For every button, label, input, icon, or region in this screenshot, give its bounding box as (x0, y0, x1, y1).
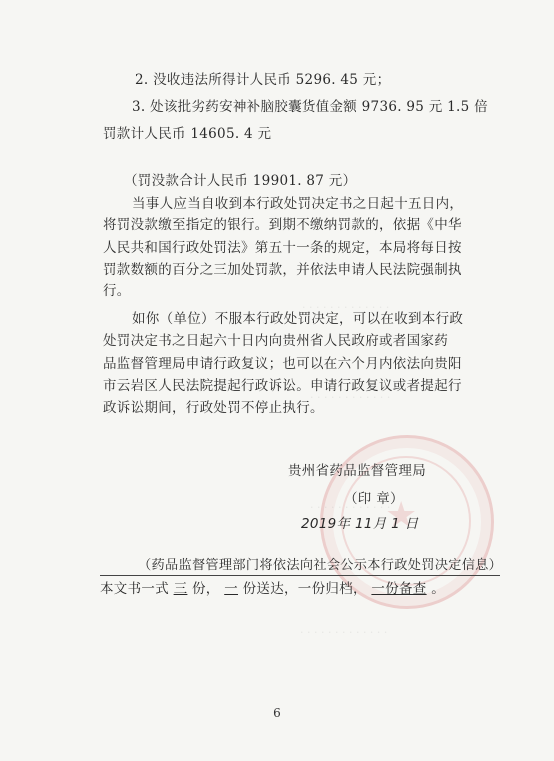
payment-paragraph-line-4: 罚款数额的百分之三加处罚款，并依法申请人民法院强制执 (103, 262, 462, 278)
show-through-text: · · · · · · · · · · · · (310, 501, 391, 514)
seal-note: （印 章） (344, 491, 404, 507)
decision-date: 2019年 11月 1 日 (301, 516, 419, 532)
copy-notice-ending: 。 (431, 581, 446, 597)
show-through-text: · · · · · · · · · · · · · (302, 301, 390, 314)
appeal-paragraph-line-2: 处罚决定书之日起六十日内向贵州省人民政府或者国家药 (103, 333, 448, 349)
served-suffix: 份送达，一份归档， (242, 581, 367, 597)
served-count: 一 (224, 581, 239, 597)
disclosure-notice: （药品监督管理部门将依法向社会公示本行政处罚决定信息） (138, 558, 503, 573)
total-penalty: （罚没款合计人民币 19901. 87 元） (124, 173, 357, 189)
show-through-text: · · · · · · · · · · · · (310, 391, 391, 404)
backup-copy: 一份备查 (371, 581, 427, 597)
show-through-text: · · · · · · · · · · · · · (300, 626, 388, 639)
copy-notice (100, 580, 445, 598)
penalty-item-3-line-2: 罚款计人民币 14605. 4 元 (103, 126, 272, 142)
appeal-paragraph-line-3: 品监督管理局申请行政复议；也可以在六个月内依法向贵阳 (103, 356, 462, 372)
issuing-authority: 贵州省药品监督管理局 (288, 463, 426, 479)
payment-paragraph-line-3: 人民共和国行政处罚法》第五十一条的规定，本局将每日按 (103, 240, 462, 256)
page-number: 6 (273, 706, 281, 720)
penalty-item-2: 2. 没收违法所得计人民币 5296. 45 元； (135, 72, 391, 88)
penalty-item-3-line-1: 3. 处该批劣药安神补脑胶囊货值金额 9736. 95 元 1.5 倍 (132, 99, 488, 115)
appeal-paragraph-line-5: 政诉讼期间，行政处罚不停止执行。 (103, 400, 324, 416)
appeal-paragraph-line-4: 市云岩区人民法院提起行政诉讼。申请行政复议或者提起行 (103, 378, 462, 394)
payment-paragraph-line-2: 将罚没款缴至指定的银行。到期不缴纳罚款的，依据《中华 (103, 217, 462, 233)
appeal-paragraph-line-1: 如你（单位）不服本行政处罚决定，可以在收到本行政 (132, 311, 464, 327)
copy-count-unit: 份， (192, 581, 220, 597)
payment-paragraph-line-1: 当事人应当自收到本行政处罚决定书之日起十五日内， (132, 196, 464, 212)
copy-count: 三 (173, 581, 188, 597)
payment-paragraph-line-5: 行。 (103, 283, 131, 299)
notice-divider (100, 575, 500, 576)
copy-notice-prefix: 本文书一式 (100, 581, 169, 597)
